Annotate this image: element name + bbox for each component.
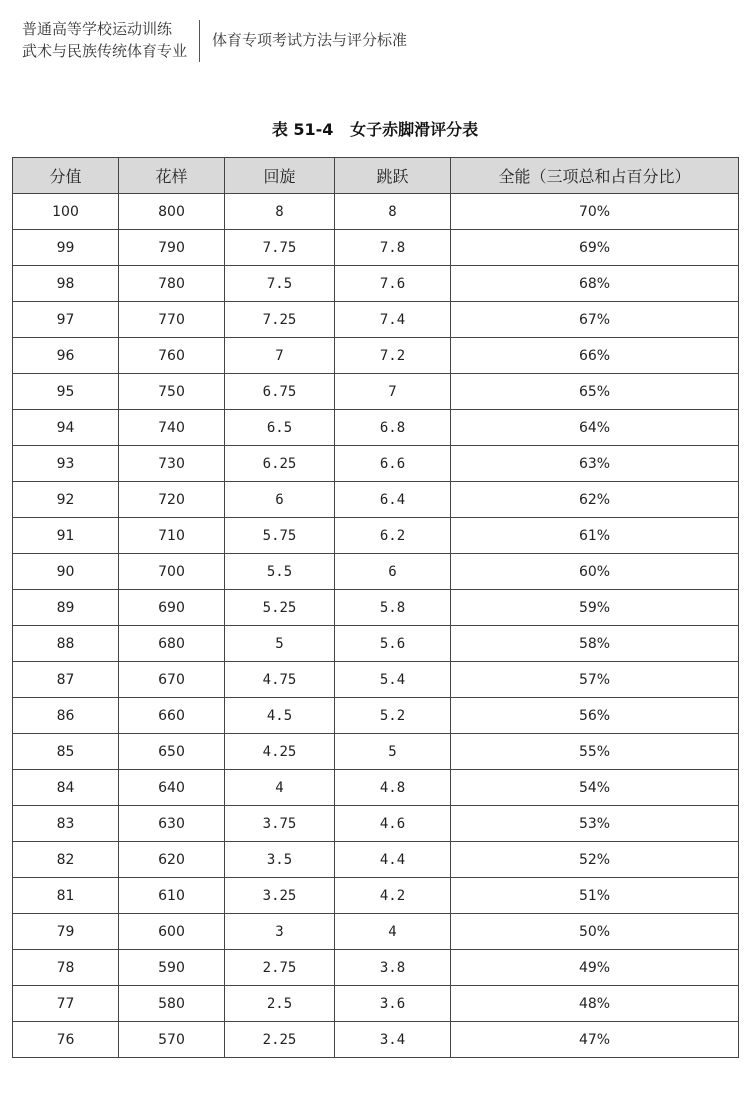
- table-cell: 86: [13, 698, 119, 734]
- table-cell: 84: [13, 770, 119, 806]
- table-cell: 48%: [451, 986, 739, 1022]
- table-cell: 65%: [451, 374, 739, 410]
- table-cell: 56%: [451, 698, 739, 734]
- table-cell: 7.2: [335, 338, 451, 374]
- table-cell: 790: [119, 230, 225, 266]
- table-cell: 640: [119, 770, 225, 806]
- table-cell: 87: [13, 662, 119, 698]
- table-cell: 7: [335, 374, 451, 410]
- table-cell: 59%: [451, 590, 739, 626]
- table-cell: 7.75: [225, 230, 335, 266]
- table-cell: 3: [225, 914, 335, 950]
- table-cell: 67%: [451, 302, 739, 338]
- table-cell: 3.5: [225, 842, 335, 878]
- table-cell: 89: [13, 590, 119, 626]
- header-divider: [199, 20, 200, 62]
- page-header: [22, 18, 407, 62]
- table-cell: 6.4: [335, 482, 451, 518]
- table-row: [13, 626, 739, 662]
- table-cell: 3.25: [225, 878, 335, 914]
- table-cell: 79: [13, 914, 119, 950]
- table-cell: 55%: [451, 734, 739, 770]
- table-row: [13, 590, 739, 626]
- table-cell: 2.25: [225, 1022, 335, 1058]
- table-cell: 77: [13, 986, 119, 1022]
- table-cell: 570: [119, 1022, 225, 1058]
- table-cell: 710: [119, 518, 225, 554]
- table-cell: 6.2: [335, 518, 451, 554]
- table-cell: 3.8: [335, 950, 451, 986]
- table-cell: 7.8: [335, 230, 451, 266]
- table-cell: 47%: [451, 1022, 739, 1058]
- table-cell: 7.5: [225, 266, 335, 302]
- table-cell: 7.25: [225, 302, 335, 338]
- table-cell: 58%: [451, 626, 739, 662]
- table-cell: 590: [119, 950, 225, 986]
- table-row: [13, 518, 739, 554]
- table-cell: 63%: [451, 446, 739, 482]
- table-row: [13, 374, 739, 410]
- header-left-line2: 武术与民族传统体育专业: [22, 42, 188, 60]
- table-cell: 82: [13, 842, 119, 878]
- table-cell: 4: [225, 770, 335, 806]
- table-row: [13, 194, 739, 230]
- table-cell: 5.6: [335, 626, 451, 662]
- table-row: [13, 914, 739, 950]
- table-cell: 6: [225, 482, 335, 518]
- table-row: [13, 1022, 739, 1058]
- table-cell: 780: [119, 266, 225, 302]
- table-header-row: [13, 158, 739, 194]
- table-cell: 88: [13, 626, 119, 662]
- table-cell: 7: [225, 338, 335, 374]
- table-cell: 4: [335, 914, 451, 950]
- table-cell: 5.25: [225, 590, 335, 626]
- table-row: [13, 482, 739, 518]
- table-cell: 5.8: [335, 590, 451, 626]
- table-cell: 700: [119, 554, 225, 590]
- table-cell: 85: [13, 734, 119, 770]
- table-cell: 6.5: [225, 410, 335, 446]
- table-row: [13, 770, 739, 806]
- table-row: [13, 554, 739, 590]
- table-cell: 600: [119, 914, 225, 950]
- table-cell: 7.6: [335, 266, 451, 302]
- table-cell: 4.25: [225, 734, 335, 770]
- score-table: [12, 157, 739, 1058]
- table-cell: 5.4: [335, 662, 451, 698]
- table-cell: 69%: [451, 230, 739, 266]
- table-cell: 81: [13, 878, 119, 914]
- table-cell: 610: [119, 878, 225, 914]
- table-row: [13, 266, 739, 302]
- table-cell: 720: [119, 482, 225, 518]
- header-right: 体育专项考试方法与评分标准: [212, 31, 408, 49]
- table-cell: 90: [13, 554, 119, 590]
- column-header: 跳跃: [335, 158, 451, 194]
- table-cell: 95: [13, 374, 119, 410]
- table-row: [13, 734, 739, 770]
- table-cell: 800: [119, 194, 225, 230]
- table-cell: 5.2: [335, 698, 451, 734]
- table-cell: 3.4: [335, 1022, 451, 1058]
- table-cell: 83: [13, 806, 119, 842]
- table-cell: 760: [119, 338, 225, 374]
- table-row: [13, 446, 739, 482]
- table-cell: 57%: [451, 662, 739, 698]
- table-cell: 5: [225, 626, 335, 662]
- table-cell: 8: [225, 194, 335, 230]
- table-cell: 620: [119, 842, 225, 878]
- table-cell: 660: [119, 698, 225, 734]
- column-header: 全能（三项总和占百分比）: [451, 158, 739, 194]
- table-cell: 52%: [451, 842, 739, 878]
- table-cell: 2.5: [225, 986, 335, 1022]
- table-row: [13, 302, 739, 338]
- table-cell: 690: [119, 590, 225, 626]
- table-row: [13, 986, 739, 1022]
- table-row: [13, 806, 739, 842]
- table-cell: 4.8: [335, 770, 451, 806]
- table-cell: 76: [13, 1022, 119, 1058]
- column-header: 回旋: [225, 158, 335, 194]
- table-cell: 4.4: [335, 842, 451, 878]
- table-cell: 680: [119, 626, 225, 662]
- table-cell: 8: [335, 194, 451, 230]
- table-title: 表 51-4 女子赤脚滑评分表: [271, 120, 479, 139]
- table-row: [13, 842, 739, 878]
- table-cell: 5.5: [225, 554, 335, 590]
- table-row: [13, 878, 739, 914]
- table-body: [13, 194, 739, 1058]
- table-cell: 94: [13, 410, 119, 446]
- table-cell: 630: [119, 806, 225, 842]
- column-header: 花样: [119, 158, 225, 194]
- table-row: [13, 338, 739, 374]
- table-cell: 96: [13, 338, 119, 374]
- table-cell: 68%: [451, 266, 739, 302]
- table-cell: 93: [13, 446, 119, 482]
- table-cell: 61%: [451, 518, 739, 554]
- table-cell: 70%: [451, 194, 739, 230]
- table-cell: 92: [13, 482, 119, 518]
- table-cell: 580: [119, 986, 225, 1022]
- table-cell: 4.5: [225, 698, 335, 734]
- table-cell: 64%: [451, 410, 739, 446]
- table-cell: 770: [119, 302, 225, 338]
- table-cell: 6.75: [225, 374, 335, 410]
- table-cell: 49%: [451, 950, 739, 986]
- table-cell: 5: [335, 734, 451, 770]
- table-cell: 50%: [451, 914, 739, 950]
- table-row: [13, 698, 739, 734]
- table-cell: 100: [13, 194, 119, 230]
- table-cell: 750: [119, 374, 225, 410]
- table-cell: 54%: [451, 770, 739, 806]
- table-cell: 4.75: [225, 662, 335, 698]
- table-cell: 6.25: [225, 446, 335, 482]
- table-cell: 66%: [451, 338, 739, 374]
- table-cell: 3.6: [335, 986, 451, 1022]
- table-cell: 60%: [451, 554, 739, 590]
- table-cell: 62%: [451, 482, 739, 518]
- table-cell: 670: [119, 662, 225, 698]
- table-cell: 97: [13, 302, 119, 338]
- table-cell: 53%: [451, 806, 739, 842]
- table-cell: 4.2: [335, 878, 451, 914]
- table-cell: 91: [13, 518, 119, 554]
- table-cell: 6.8: [335, 410, 451, 446]
- column-header: 分值: [13, 158, 119, 194]
- table-cell: 650: [119, 734, 225, 770]
- table-cell: 740: [119, 410, 225, 446]
- table-cell: 98: [13, 266, 119, 302]
- table-cell: 5.75: [225, 518, 335, 554]
- header-left-line1: 普通高等学校运动训练: [22, 20, 173, 38]
- table-cell: 730: [119, 446, 225, 482]
- table-row: [13, 410, 739, 446]
- table-cell: 4.6: [335, 806, 451, 842]
- table-cell: 2.75: [225, 950, 335, 986]
- table-cell: 7.4: [335, 302, 451, 338]
- table-row: [13, 662, 739, 698]
- table-row: [13, 230, 739, 266]
- table-row: [13, 950, 739, 986]
- table-cell: 6.6: [335, 446, 451, 482]
- table-cell: 99: [13, 230, 119, 266]
- table-cell: 3.75: [225, 806, 335, 842]
- header-left: [22, 18, 187, 62]
- table-cell: 78: [13, 950, 119, 986]
- table-cell: 6: [335, 554, 451, 590]
- table-cell: 51%: [451, 878, 739, 914]
